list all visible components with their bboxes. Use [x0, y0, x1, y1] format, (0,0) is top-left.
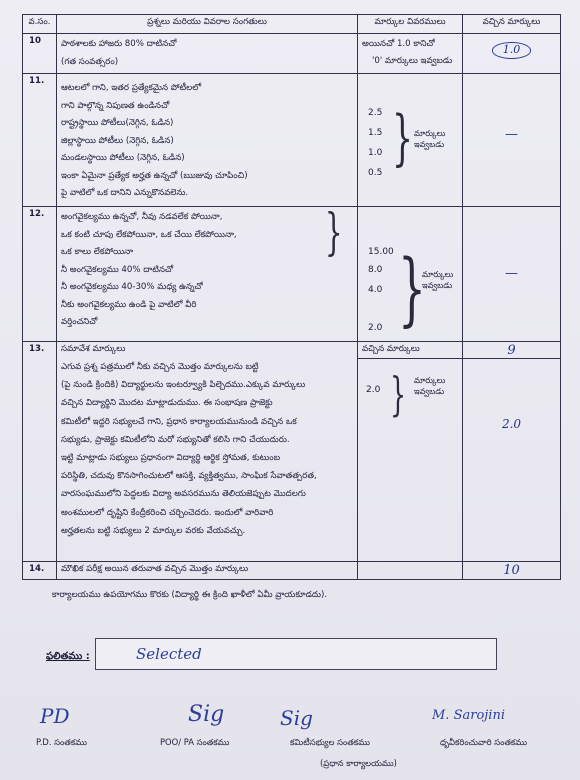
question-line: పై వాటిలో ఒక దానిని ఎన్నుకొనవలెను. — [61, 188, 189, 198]
verifier-signature: M. Sarojini — [432, 708, 505, 723]
committee-signature: Sig — [280, 706, 313, 730]
brace-icon: } — [392, 103, 414, 173]
row-number: 14. — [23, 562, 57, 580]
brace-label: మార్కులు ఇవ్వబడు — [414, 375, 446, 396]
pd-signature-label: P.D. సంతకము — [36, 737, 87, 747]
question-line: జిల్లాస్థాయి పోటీలు (నెగ్గిన, ఓడిన) — [61, 135, 174, 146]
question-line: ఆటలలో గాని, ఇతర ప్రత్యేకమైన పోటీలలో — [61, 83, 202, 93]
row-attendance — [23, 34, 561, 74]
interview-marks-table — [22, 14, 561, 580]
question-line: ఇట్టి మాట్లాడు సభ్యులు ప్రధానంగా విద్యార్థి ఆర్థిక స్తోమత, కుటుంబ — [61, 452, 281, 463]
question-line: (పై నుండి క్రిందికి) విద్యార్థులను ఇంటర్వ్యూకి పిల్చెదము.ఎక్కువ మార్కులు — [61, 380, 306, 391]
obtained-marks-handwritten: 1.0 — [492, 42, 532, 59]
pd-signature: PD — [40, 704, 70, 728]
question-line: సభ్యుడు, ప్రాజెక్టు కమిటీలోని మరో సభ్యునితో కలిసి గాని చేయుదురు. — [61, 434, 290, 445]
poo-signature: Sig — [188, 702, 225, 727]
marks-value: 0.5 — [368, 168, 383, 178]
table-header-row — [23, 15, 561, 34]
obtained-marks-handwritten: — — [505, 127, 518, 142]
question-line: ఒక కాలు లేకపోయినా — [61, 247, 134, 257]
marks-value: 1.5 — [368, 128, 383, 138]
question-line: వారసంఘములోని పెద్దలకు విద్యా అవసరమును తెలియజెప్పుట మొదలగు — [61, 489, 306, 500]
question-line: రాష్ట్రస్థాయి పోటీలు(నెగ్గిన, ఓడిన) — [61, 118, 174, 128]
row-total — [23, 562, 561, 580]
brace-label: మార్కులు ఇవ్వబడు — [414, 128, 446, 149]
interview-title: సమావేశ మార్కులు — [61, 344, 126, 354]
brace-icon: } — [390, 367, 407, 421]
marks-value: 2.5 — [368, 108, 383, 118]
row-interview — [23, 342, 561, 562]
obtained-marks-handwritten: 9 — [507, 343, 516, 358]
row-number: 11. — [23, 74, 57, 207]
result-field — [95, 638, 497, 670]
brace-icon: } — [398, 242, 426, 335]
question-line: ఎగువ ప్రశ్న పత్రములో నీకు వచ్చిన మొత్తం మార్కులను బట్టి — [61, 362, 259, 372]
criteria-line: అయినచో 1.0 కానిచో — [362, 39, 435, 49]
row-disability — [23, 207, 561, 342]
row-number: 12. — [23, 207, 57, 342]
marks-value: 2.0 — [366, 385, 381, 395]
question-line: నీ అంగవైకల్యము 40-30% మధ్య ఉన్నచో — [61, 282, 203, 292]
question-line: ఇంకా ఏమైనా ప్రత్యేక అర్హత ఉన్నచో (ఋజువు చూపించి) — [61, 170, 248, 181]
question-line: (గత సంవత్సరం) — [61, 56, 119, 67]
question-line: అంగవైకల్యము ఉన్నచో, నీవు నడవలేక పోయినా, — [61, 212, 223, 222]
marks-received-subheader: వచ్చిన మార్కులు — [358, 342, 462, 359]
poo-signature-label: POO/ PA సంతకము — [160, 737, 230, 747]
marks-value: 15.00 — [368, 247, 394, 257]
brace-label: మార్కులు ఇవ్వబడు — [422, 269, 454, 290]
question-line: పరిస్థితి, చదువు కొనసాగించుటలో ఆసక్తి, వ్యక్తిత్వము, సాంఘిక సేవాతత్పరత, — [61, 471, 317, 482]
question-line: అర్హతలను బట్టి సభ్యులు 2 మార్కుల వరకు వేయవచ్చు. — [61, 525, 246, 536]
obtained-marks-handwritten: 2.0 — [501, 417, 522, 431]
question-line: అంశములలో దృష్టిని కేంద్రీకరించి చర్చించెదరు. ఇందులో వారివారి — [61, 507, 274, 518]
header-serial: వ.సం. — [23, 15, 57, 34]
hq-label: (ప్రధాన కార్యాలయము) — [320, 758, 397, 768]
obtained-marks-handwritten: — — [505, 266, 518, 281]
question-line: వచ్చిన విద్యార్థిని మొదట మాట్లాడుదుము. ఈ సంభాషణ ప్రాజెక్టు — [61, 398, 273, 409]
header-marks-obtained: వచ్చిన మార్కులు — [463, 15, 561, 34]
question-line: మౌఖిక పరీక్ష అయిన తరువాత వచ్చిన మొత్తం మార్కులు — [57, 562, 358, 580]
header-questions: ప్రశ్నలు మరియు వివరాల సంగతులు — [57, 15, 358, 34]
marks-value: 4.0 — [368, 285, 383, 295]
row-number: 10 — [23, 34, 57, 74]
total-marks-handwritten: 10 — [503, 563, 520, 578]
question-line: ఒక కంటి చూపు లేకపోయినా, ఒక చేయి లేకపోయినా, — [61, 229, 237, 240]
question-line: మండలస్థాయి పోటీలు (నెగ్గిన, ఓడిన) — [61, 153, 185, 163]
office-use-note: కార్యాలయము ఉపయోగము కొరకు (విద్యార్థి ఈ క్రింది ఖాళీలో ఏమీ వ్రాయకూడదు). — [52, 590, 328, 600]
question-line: నీకు అంగవైకల్యము ఉండి పై వాటిలో వీరి — [61, 299, 197, 310]
header-marks-details: మార్కుల వివరములు — [358, 15, 463, 34]
row-number: 13. — [23, 342, 57, 562]
brace-icon: } — [325, 203, 343, 261]
result-label: ఫలితము : — [46, 651, 90, 662]
row-sports — [23, 74, 561, 207]
question-line: వర్తించనిచో — [61, 317, 98, 327]
marks-value: 8.0 — [368, 265, 383, 275]
verifier-signature-label: ధృవీకరించువారి సంతకము — [440, 737, 528, 747]
marks-value: 1.0 — [368, 148, 383, 158]
question-line: పాఠశాలకు హాజరు 80% దాటినచో — [61, 39, 177, 49]
criteria-line: '0' మార్కులు ఇవ్వబడు — [372, 56, 453, 66]
committee-signature-label: కమిటీసభ్యుల సంతకము — [290, 737, 370, 747]
question-line: నీ అంగవైకల్యము 40% దాటినచో — [61, 264, 174, 275]
question-line: కమిటీలో ఇద్దరి సభ్యులచే గాని, ప్రధాన కార్యాలయమునుండి వచ్చిన ఒక — [61, 416, 297, 427]
marks-value: 2.0 — [368, 323, 383, 333]
question-line: గాని పాల్గొన్న నిపుణత ఉండినచో — [61, 100, 170, 111]
result-value-handwritten: Selected — [136, 645, 202, 663]
